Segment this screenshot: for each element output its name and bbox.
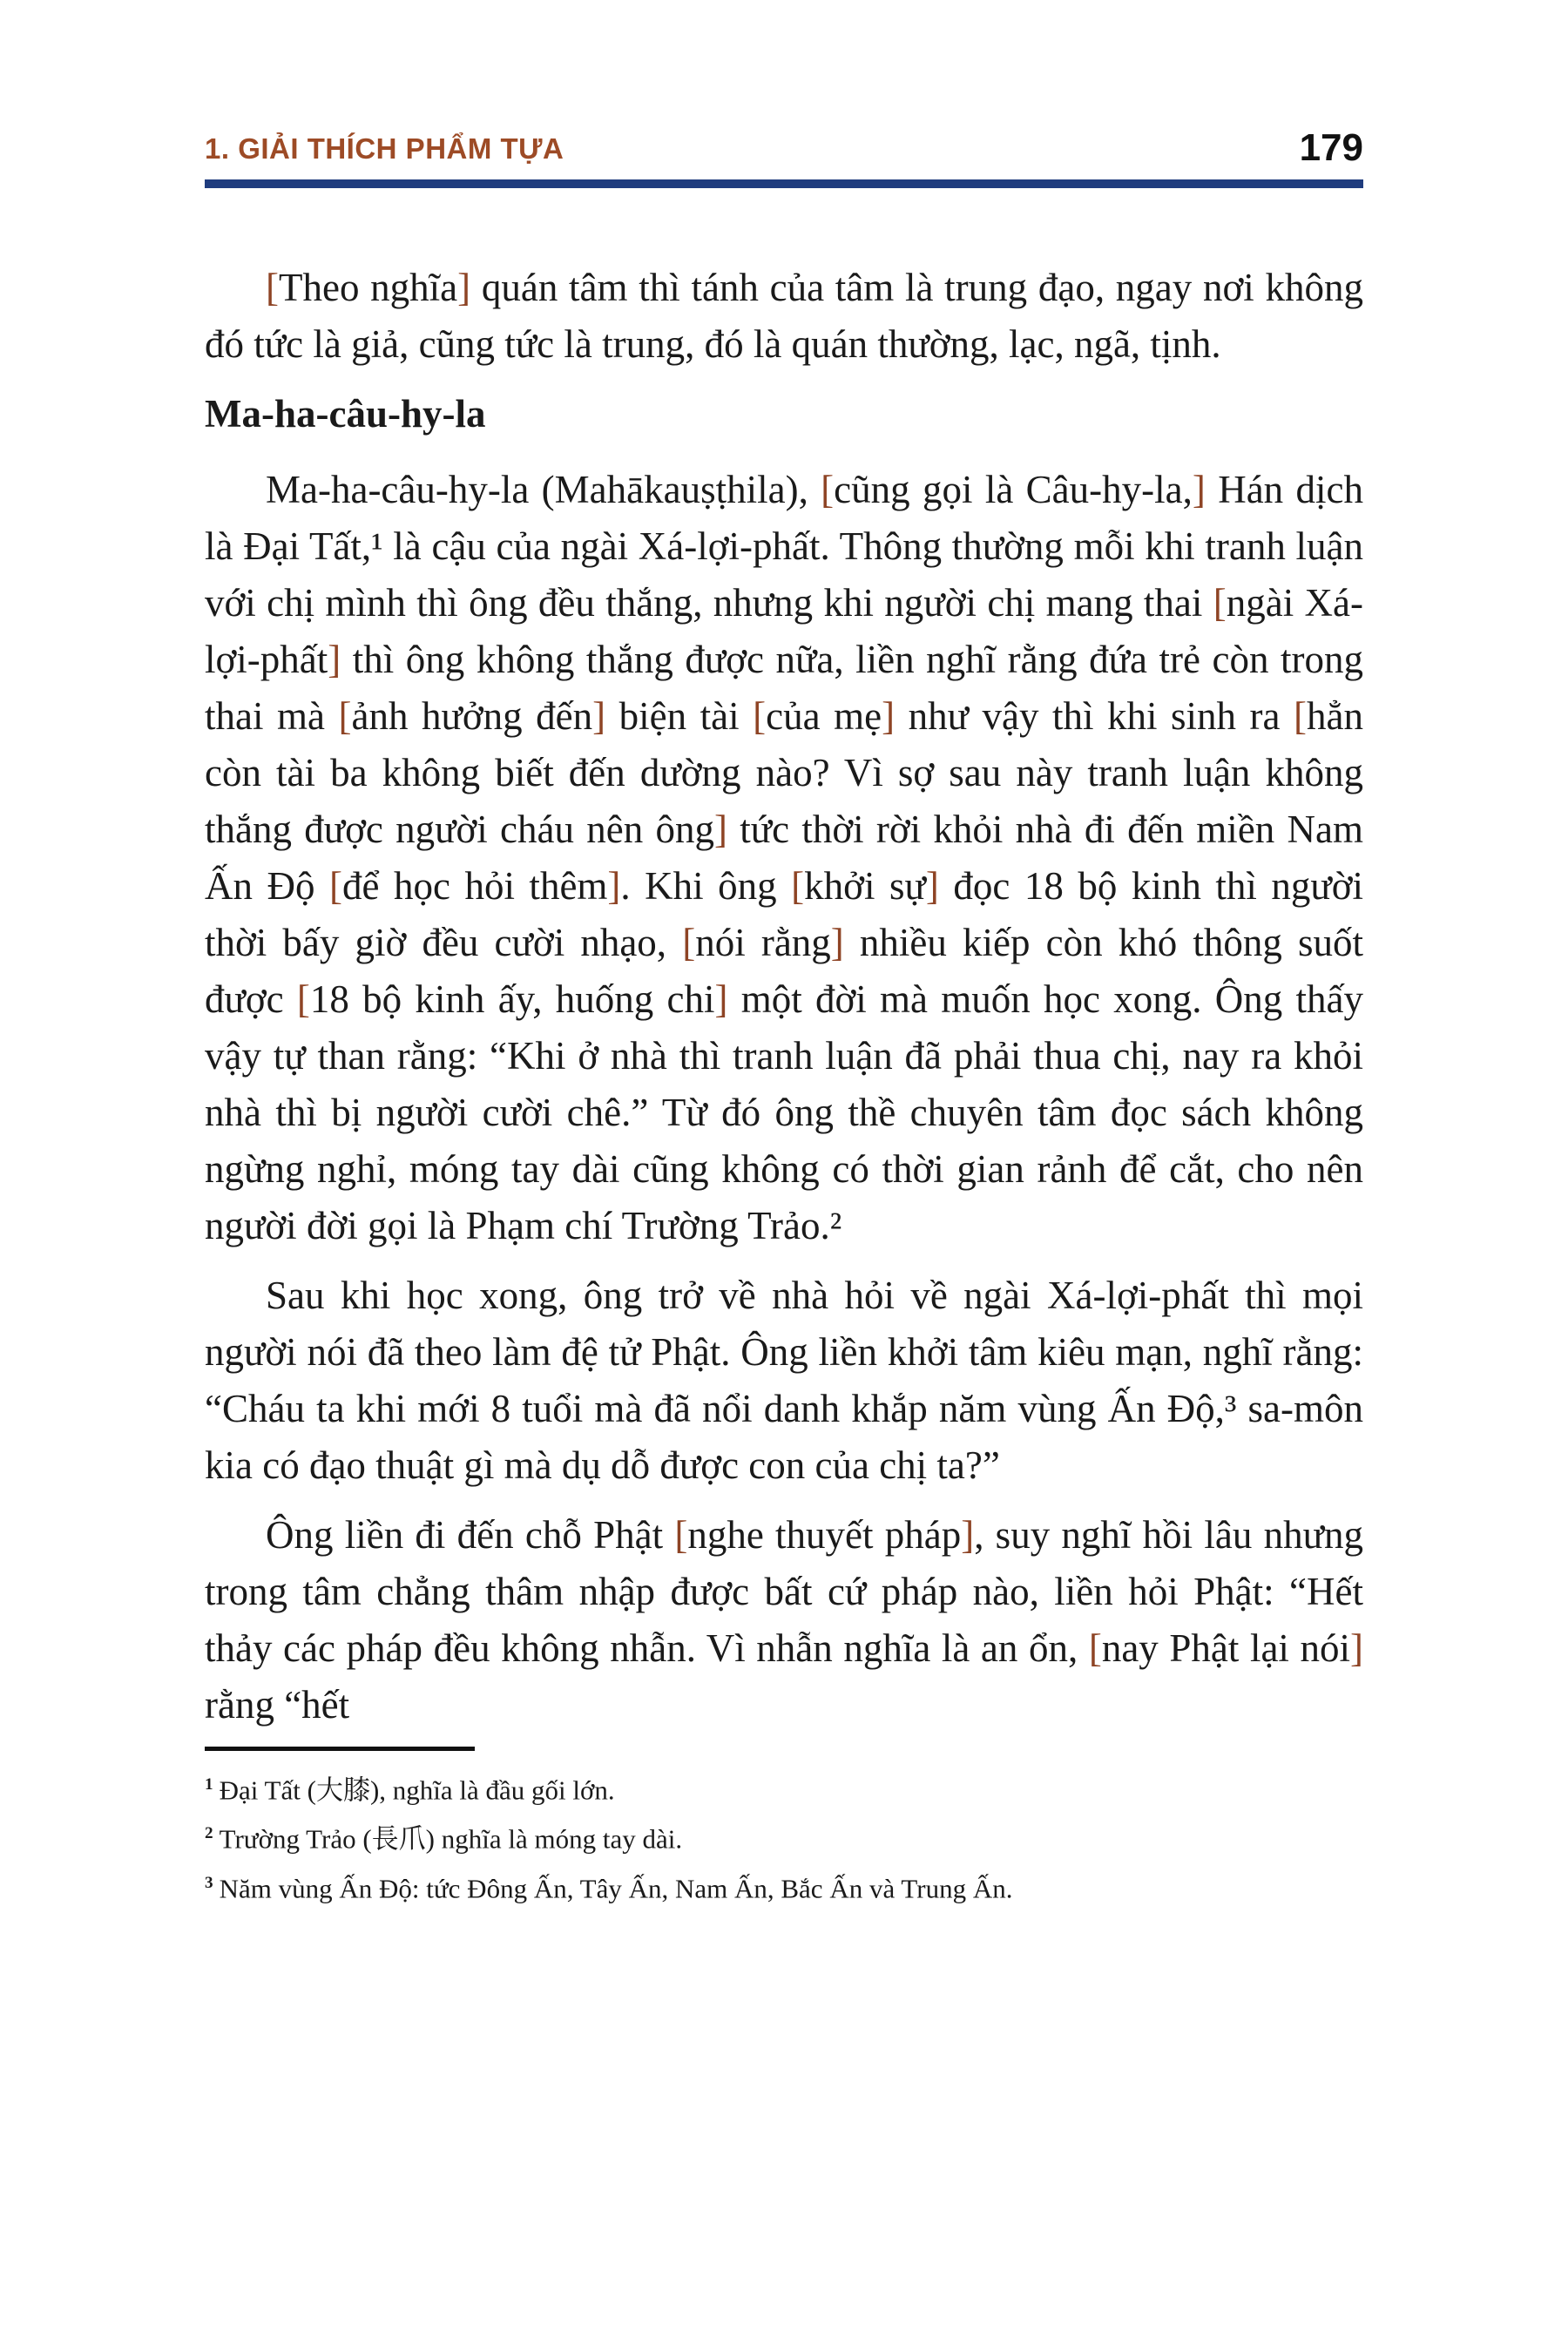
footnote-marker: 3 [205, 1873, 213, 1892]
subsection-heading: Ma-ha-câu-hy-la [205, 392, 486, 436]
footnote-text: Năm vùng Ấn Độ: tức Đông Ấn, Tây Ấn, Nam Ấn, Bắc Ấn và Trung Ấn. [219, 1872, 1013, 1903]
footnote [205, 1812, 1363, 1861]
paragraph: Ma-ha-câu-hy-la (Mahākauṣṭhila), [cũng gọi là Câu-hy-la,] Hán dịch là Đại Tất,¹ là cậu của ngài Xá-lợi-phất. Thông thường mỗi khi tranh luận với chị mình thì ông đều thắng, nhưng khi người chị mang thai [ngài Xá-lợi-phất] thì ông không thắng được nữa, liền nghĩ rằng đứa trẻ còn trong thai mà [ảnh hưởng đến] biện tài [của mẹ] như vậy thì khi sinh ra [hẳn còn tài ba không biết đến dường nào? Vì sợ sau này tranh luận không thắng được người cháu nên ông] tức thời rời khỏi nhà đi đến miền Nam Ấn Độ [để học hỏi thêm]. Khi ông [khởi sự] đọc 18 bộ kinh thì người thời bấy giờ đều cười nhạo, [nói rằng] nhiều kiếp còn khó thông suốt được [18 bộ kinh ấy, huống chi] một đời mà muốn học xong. Ông thấy vậy tự than rằng: “Khi ở nhà thì tranh luận đã phải thua chị, nay ra khỏi nhà thì bị người cười chê.” Từ đó ông thề chuyên tâm đọc sách không ngừng nghỉ, móng tay dài cũng không có thời gian rảnh để cắt, cho nên người đời gọi là Phạm chí Trường Trảo.² [205, 468, 1364, 1247]
footnote-marker: 2 [205, 1824, 213, 1843]
section-title: 1. GIẢI THÍCH PHẨM TỰA [205, 132, 564, 165]
paragraph: Sau khi học xong, ông trở về nhà hỏi về ngài Xá-lợi-phất thì mọi người nói đã theo làm đệ tử Phật. Ông liền khởi tâm kiêu mạn, nghĩ rằng: “Cháu ta khi mới 8 tuổi mà đã nổi danh khắp năm vùng Ấn Độ,³ sa-môn kia có đạo thuật gì mà dụ dỗ được con của chị ta?” [205, 1274, 1363, 1487]
footnote-marker: 1 [205, 1775, 213, 1794]
page-number: 179 [1299, 126, 1363, 169]
paragraph: Ông liền đi đến chỗ Phật [nghe thuyết pháp], suy nghĩ hồi lâu nhưng trong tâm chẳng thâm nhập được bất cứ pháp nào, liền hỏi Phật: “Hết thảy các pháp đều không nhẫn. Vì nhẫn nghĩa là an ổn, [nay Phật lại nói] rằng “hết [205, 1513, 1363, 1727]
paragraph: [Theo nghĩa] quán tâm thì tánh của tâm là trung đạo, ngay nơi không đó tức là giả, cũng tức là trung, đó là quán thường, lạc, ngã, tịnh. [205, 266, 1363, 366]
body-text [205, 260, 1363, 1734]
footnote-separator [205, 1747, 475, 1751]
header-rule [205, 179, 1363, 188]
running-head [205, 126, 1363, 169]
footnote [205, 1862, 1363, 1910]
footnote-text: Đại Tất (大膝), nghĩa là đầu gối lớn. [219, 1774, 615, 1806]
footnote-text: Trường Trảo (長爪) nghĩa là móng tay dài. [219, 1823, 683, 1855]
page-content [205, 126, 1364, 1910]
footnotes [205, 1747, 1363, 1910]
footnote [205, 1763, 1363, 1812]
